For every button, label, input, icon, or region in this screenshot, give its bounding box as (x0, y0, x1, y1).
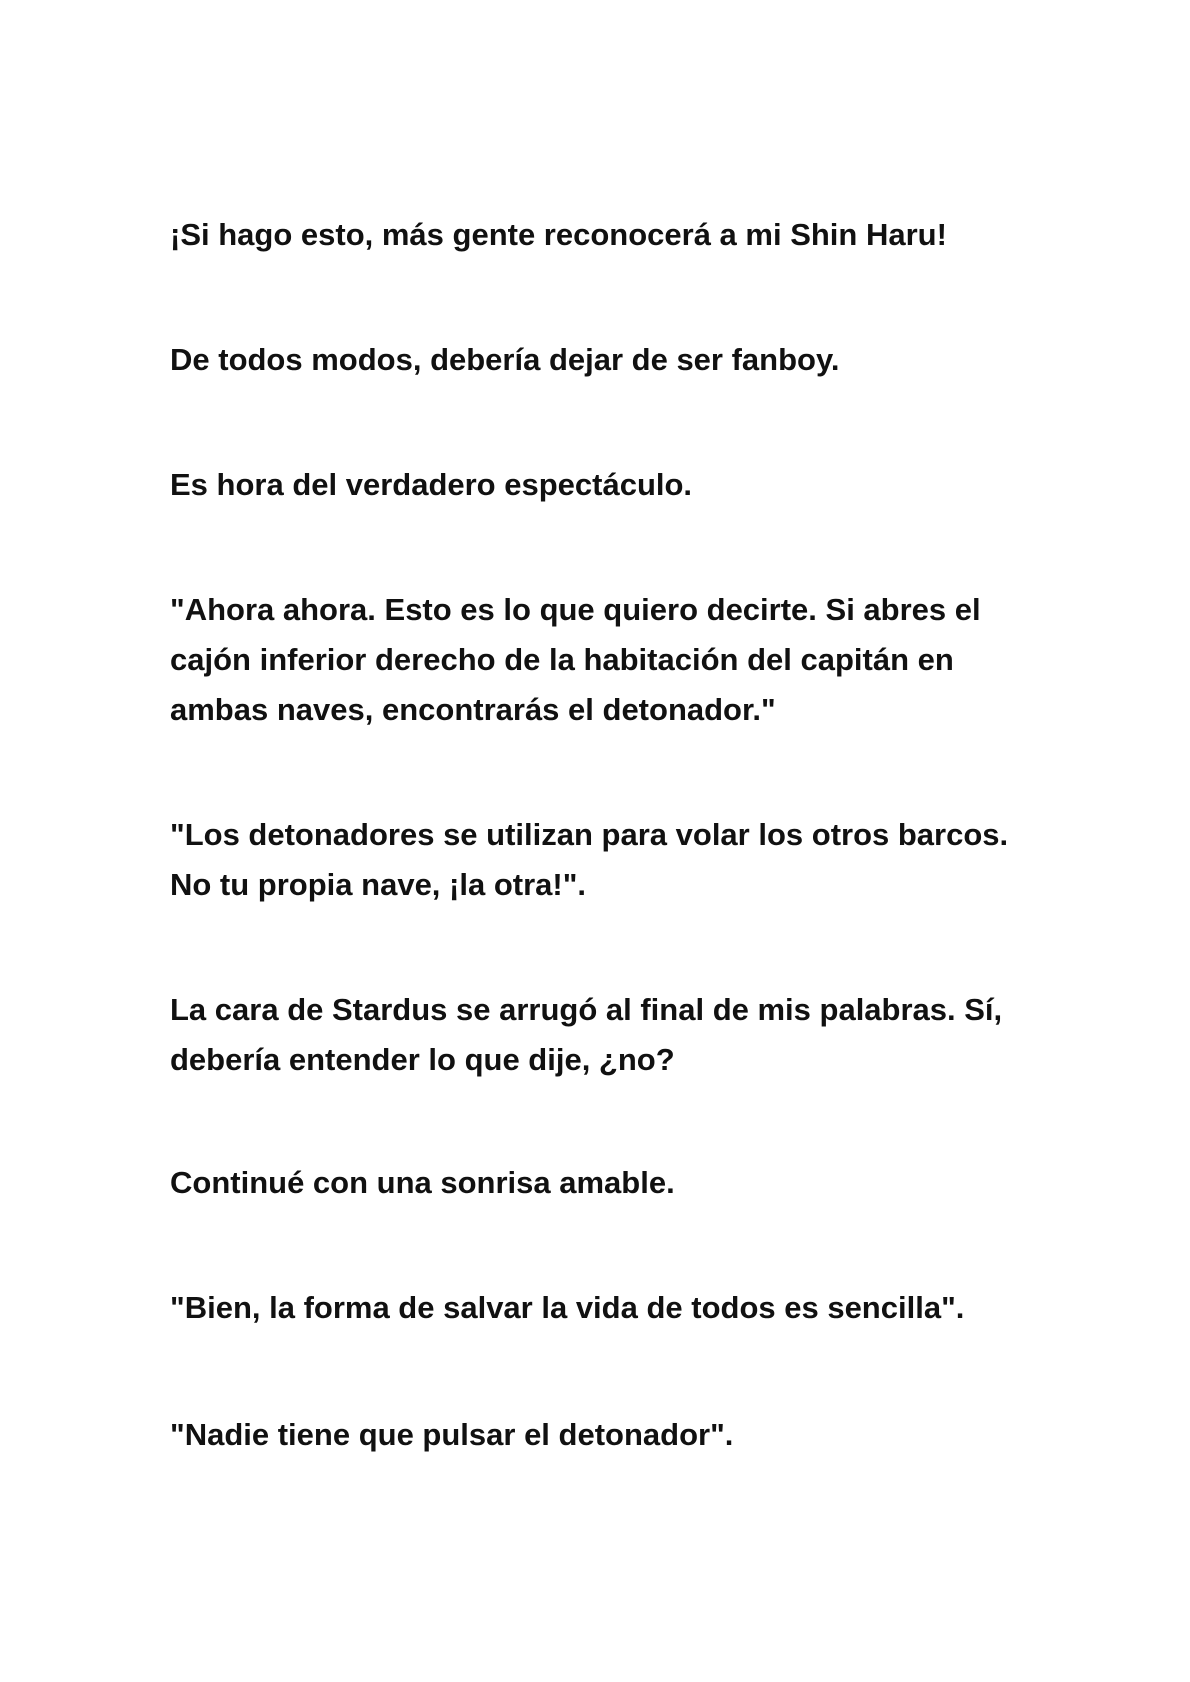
paragraph-line: La cara de Stardus se arrugó al final de mis palabras. Sí, (170, 992, 1003, 1027)
paragraph-line: cajón inferior derecho de la habitación del capitán en (170, 642, 954, 677)
paragraph-line: "Nadie tiene que pulsar el detonador". (170, 1417, 734, 1452)
paragraph-8 (170, 1283, 1070, 1333)
paragraph-line: ¡Si hago esto, más gente reconocerá a mi Shin Haru! (170, 217, 947, 252)
paragraph-line: Es hora del verdadero espectáculo. (170, 467, 693, 502)
paragraph-3 (170, 460, 1070, 510)
paragraph-9 (170, 1410, 1070, 1460)
paragraph-5 (170, 810, 1070, 910)
paragraph-4 (170, 585, 1070, 735)
paragraph-line: "Bien, la forma de salvar la vida de todos es sencilla". (170, 1290, 965, 1325)
paragraph-line: "Ahora ahora. Esto es lo que quiero decirte. Si abres el (170, 592, 981, 627)
paragraph-line: De todos modos, debería dejar de ser fanboy. (170, 342, 840, 377)
paragraph-2 (170, 335, 1070, 385)
paragraph-7 (170, 1158, 1070, 1208)
paragraph-line: "Los detonadores se utilizan para volar los otros barcos. (170, 817, 1009, 852)
paragraph-line: Continué con una sonrisa amable. (170, 1165, 675, 1200)
paragraph-1 (170, 210, 1070, 260)
paragraph-line: No tu propia nave, ¡la otra!". (170, 867, 587, 902)
paragraph-line: ambas naves, encontrarás el detonador." (170, 692, 776, 727)
paragraph-6 (170, 985, 1070, 1085)
paragraph-line: debería entender lo que dije, ¿no? (170, 1042, 675, 1077)
